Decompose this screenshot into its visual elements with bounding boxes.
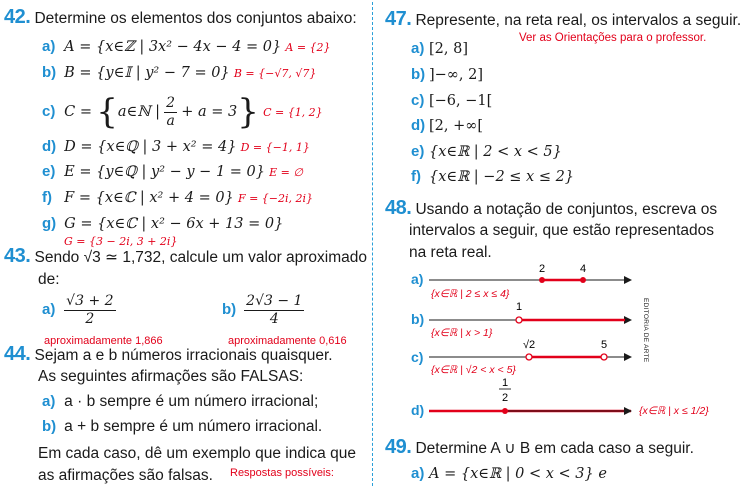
- open-point: [516, 317, 522, 323]
- q48-label-a: a): [411, 271, 424, 287]
- q42-item-g: g) G = {x∈ℂ | x² − 6x + 13 = 0}: [42, 215, 284, 232]
- answer: {x∈ℝ | x ≤ 1/2}: [639, 405, 709, 417]
- q48-heading: [385, 199, 717, 219]
- tick-label: 2: [502, 392, 509, 404]
- q48-line2: intervalos a seguir, que estão representados: [409, 222, 715, 239]
- q48-label-b: b): [411, 311, 425, 327]
- art-credit: EDITORIA DE ARTE: [642, 298, 649, 363]
- q44-answer: Respostas possíveis:: [230, 467, 334, 479]
- q49-number: 49.: [385, 436, 412, 458]
- answer: E = ∅: [269, 166, 303, 179]
- q44-item-b: b) a + b sempre é um número irracional.: [42, 418, 323, 435]
- answer: {x∈ℝ | √2 < x < 5}: [431, 364, 516, 376]
- q43-number: 43.: [4, 245, 31, 267]
- q47-item-e: e) {x∈ℝ | 2 < x < 5}: [411, 143, 562, 160]
- q43-item-b: b) $\frac{2√3 - 1}{4}$: [222, 292, 303, 327]
- tick-label: 1: [516, 301, 523, 313]
- q48-line3: na reta real.: [409, 244, 492, 261]
- answer: F = {−2i, 2i}: [237, 192, 314, 205]
- open-point: [526, 354, 532, 360]
- q42-item-c: c) C = {a∈ℕ | $\frac{2}{a}$ + a = 3} C = {1, 2}: [42, 92, 323, 133]
- q42-item-b: b) B = {y∈𝕀 | y² − 7 = 0} B = {−√7, √7}: [42, 64, 317, 81]
- number-lines-figure: [385, 258, 745, 438]
- q47-item-f: f) {x∈ℝ | −2 ≤ x ≤ 2}: [411, 168, 575, 185]
- q42-item-e: e) E = {y∈ℚ | y² − y − 1 = 0} E = ∅: [42, 163, 303, 180]
- q43-heading: [4, 247, 367, 267]
- q48-text: Usando a notação de conjuntos, escreva os: [415, 201, 718, 218]
- q42-number: 42.: [4, 6, 31, 28]
- q44-text: Sejam a e b números irracionais quaisquer.: [34, 347, 333, 364]
- answer: {x∈ℝ | 2 ≤ x ≤ 4}: [431, 288, 510, 300]
- q43-item-a: a) $\frac{√3 + 2}{2}$: [42, 292, 114, 327]
- closed-point: [502, 408, 508, 414]
- tick-label: 5: [601, 339, 608, 351]
- answer: C = {1, 2}: [263, 106, 323, 119]
- q42-text: Determine os elementos dos conjuntos abaixo:: [34, 10, 357, 27]
- closed-point: [539, 277, 545, 283]
- q43-text-line2: de:: [38, 271, 60, 288]
- q44-number: 44.: [4, 343, 31, 365]
- q48-label-c: c): [411, 349, 424, 365]
- q47-item-b: b) ]−∞, 2]: [411, 66, 483, 83]
- q49-text: Determine A ∪ B em cada caso a seguir.: [415, 440, 694, 457]
- q43-item-a-answer: aproximadamente 1,866: [44, 335, 163, 347]
- right-brace: }: [237, 92, 259, 133]
- q47-item-d: d) [2, +∞[: [411, 117, 483, 134]
- answer: {x∈ℝ | x > 1}: [431, 327, 493, 339]
- q42-item-d: d) D = {x∈ℚ | 3 + x² = 4} D = {−1, 1}: [42, 138, 310, 155]
- answer: D = {−1, 1}: [240, 141, 310, 154]
- answer: B = {−√7, √7}: [233, 67, 317, 80]
- q44-heading: [4, 345, 333, 365]
- q49-item-a: a) A = {x∈ℝ | 0 < x < 3} e: [411, 465, 607, 482]
- q44-line4: as afirmações são falsas.: [38, 467, 213, 484]
- fraction: $\frac{2}{a}$: [166, 94, 176, 129]
- q42-item-g-answer: G = {3 − 2i, 3 + 2i}: [64, 235, 178, 248]
- q47-heading: [385, 10, 741, 30]
- q44-item-a: a) a · b sempre é um número irracional;: [42, 393, 319, 410]
- q49-heading: [385, 438, 694, 458]
- q42-item-f: f) F = {x∈ℂ | x² + 4 = 0} F = {−2i, 2i}: [42, 189, 314, 206]
- q47-item-a: a) [2, 8]: [411, 40, 468, 57]
- open-point: [601, 354, 607, 360]
- tick-label: 1: [502, 377, 509, 389]
- fraction: $\frac{2√3 - 1}{4}$: [246, 292, 303, 327]
- left-brace: {: [96, 92, 118, 133]
- q44-line2: As seguintes afirmações são FALSAS:: [38, 368, 304, 385]
- q43-item-b-answer: aproximadamente 0,616: [228, 335, 347, 347]
- fraction: $\frac{√3 + 2}{2}$: [66, 292, 114, 327]
- tick-label: √2: [523, 339, 536, 351]
- q47-note: Ver as Orientações para o professor.: [519, 32, 707, 44]
- q42-item-a: a) A = {x∈ℤ | 3x² − 4x − 4 = 0} A = {2}: [42, 38, 331, 55]
- column-divider: [372, 2, 373, 486]
- q42-heading: [4, 8, 357, 28]
- q47-item-c: c) [−6, −1[: [411, 92, 493, 109]
- q44-line3: Em cada caso, dê um exemplo que indica que: [38, 445, 356, 462]
- q43-text: Sendo √3 ≃ 1,732, calcule um valor aproximado: [34, 249, 368, 266]
- q47-number: 47.: [385, 8, 412, 30]
- tick-label: 2: [539, 263, 546, 275]
- q47-text: Represente, na reta real, os intervalos a seguir.: [415, 12, 742, 29]
- q48-number: 48.: [385, 197, 412, 219]
- tick-label: 4: [580, 263, 587, 275]
- closed-point: [580, 277, 586, 283]
- q48-label-d: d): [411, 402, 425, 418]
- answer: A = {2}: [285, 41, 331, 54]
